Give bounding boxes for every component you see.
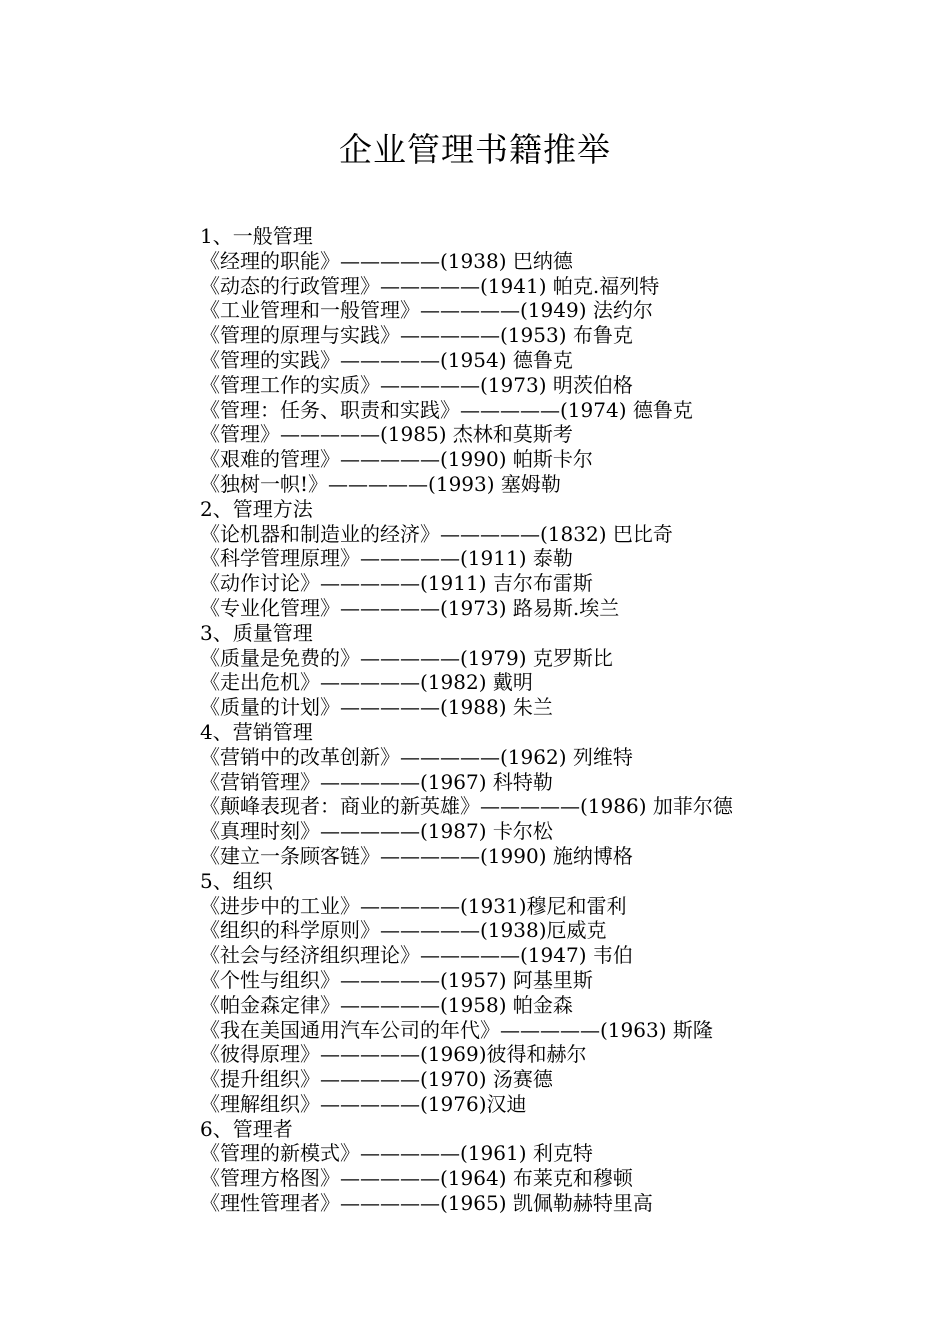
book-item: 《质量是免费的》—————(1979) 克罗斯比 (200, 645, 613, 670)
book-item: 《艰难的管理》—————(1990) 帕斯卡尔 (200, 447, 593, 472)
book-item: 《论机器和制造业的经济》—————(1832) 巴比奇 (200, 521, 673, 546)
book-item: 《真理时刻》—————(1987) 卡尔松 (200, 819, 553, 844)
section-management-methods (200, 497, 920, 621)
book-item: 《进步中的工业》—————(1931)穆尼和雷利 (200, 893, 627, 918)
book-item: 《动作讨论》—————(1911) 吉尔布雷斯 (200, 571, 593, 596)
book-item: 《管理》—————(1985) 杰林和莫斯考 (200, 422, 573, 447)
book-item: 《经理的职能》—————(1938) 巴纳德 (200, 248, 573, 273)
section-general-management (200, 224, 920, 497)
page-title: 企业管理书籍推举 (339, 130, 611, 169)
book-item: 《管理的实践》—————(1954) 德鲁克 (200, 347, 573, 372)
section-heading: 3、质量管理 (200, 620, 313, 645)
book-item: 《管理方格图》—————(1964) 布莱克和穆顿 (200, 1166, 633, 1191)
book-item: 《管理的新模式》—————(1961) 利克特 (200, 1141, 593, 1166)
section-quality-management (200, 621, 920, 720)
book-item: 《理解组织》—————(1976)汉迪 (200, 1091, 527, 1116)
section-heading: 5、组织 (200, 868, 273, 893)
book-item: 《建立一条顾客链》—————(1990) 施纳博格 (200, 843, 633, 868)
book-list (200, 249, 920, 497)
book-list (200, 522, 920, 621)
book-recommendation-list (200, 224, 920, 1216)
book-item: 《工业管理和一般管理》—————(1949) 法约尔 (200, 298, 653, 323)
book-item: 《科学管理原理》—————(1911) 泰勒 (200, 546, 573, 571)
book-item: 《个性与组织》—————(1957) 阿基里斯 (200, 967, 593, 992)
book-item: 《独树一帜!》—————(1993) 塞姆勒 (200, 471, 561, 496)
book-item: 《营销管理》—————(1967) 科特勒 (200, 769, 553, 794)
book-item: 《专业化管理》—————(1973) 路易斯.埃兰 (200, 595, 620, 620)
book-list (200, 894, 920, 1117)
book-item: 《颠峰表现者：商业的新英雄》—————(1986) 加菲尔德 (200, 794, 733, 819)
section-managers (200, 1117, 920, 1216)
book-item: 《管理工作的实质》—————(1973) 明茨伯格 (200, 372, 633, 397)
section-heading: 1、一般管理 (200, 224, 313, 248)
book-list (200, 1141, 920, 1215)
book-item: 《理性管理者》—————(1965) 凯佩勒赫特里高 (200, 1191, 653, 1216)
book-item: 《帕金森定律》—————(1958) 帕金森 (200, 992, 573, 1017)
book-item: 《走出危机》—————(1982) 戴明 (200, 670, 533, 695)
book-item: 《彼得原理》—————(1969)彼得和赫尔 (200, 1042, 587, 1067)
book-item: 《我在美国通用汽车公司的年代》—————(1963) 斯隆 (200, 1017, 713, 1042)
book-item: 《质量的计划》—————(1988) 朱兰 (200, 695, 553, 720)
section-heading: 4、营销管理 (200, 719, 313, 744)
book-item: 《管理：任务、职责和实践》—————(1974) 德鲁克 (200, 397, 693, 422)
book-item: 《动态的行政管理》—————(1941) 帕克.福列特 (200, 273, 660, 298)
book-list (200, 745, 920, 869)
book-item: 《组织的科学原则》—————(1938)厄威克 (200, 918, 607, 943)
section-heading: 6、管理者 (200, 1116, 293, 1141)
book-list (200, 646, 920, 720)
book-item: 《管理的原理与实践》—————(1953) 布鲁克 (200, 323, 633, 348)
section-marketing-management (200, 720, 920, 869)
section-organization (200, 869, 920, 1117)
section-heading: 2、管理方法 (200, 496, 313, 521)
book-item: 《社会与经济组织理论》—————(1947) 韦伯 (200, 943, 633, 968)
book-item: 《提升组织》—————(1970) 汤赛德 (200, 1067, 553, 1092)
book-item: 《营销中的改革创新》—————(1962) 列维特 (200, 744, 633, 769)
